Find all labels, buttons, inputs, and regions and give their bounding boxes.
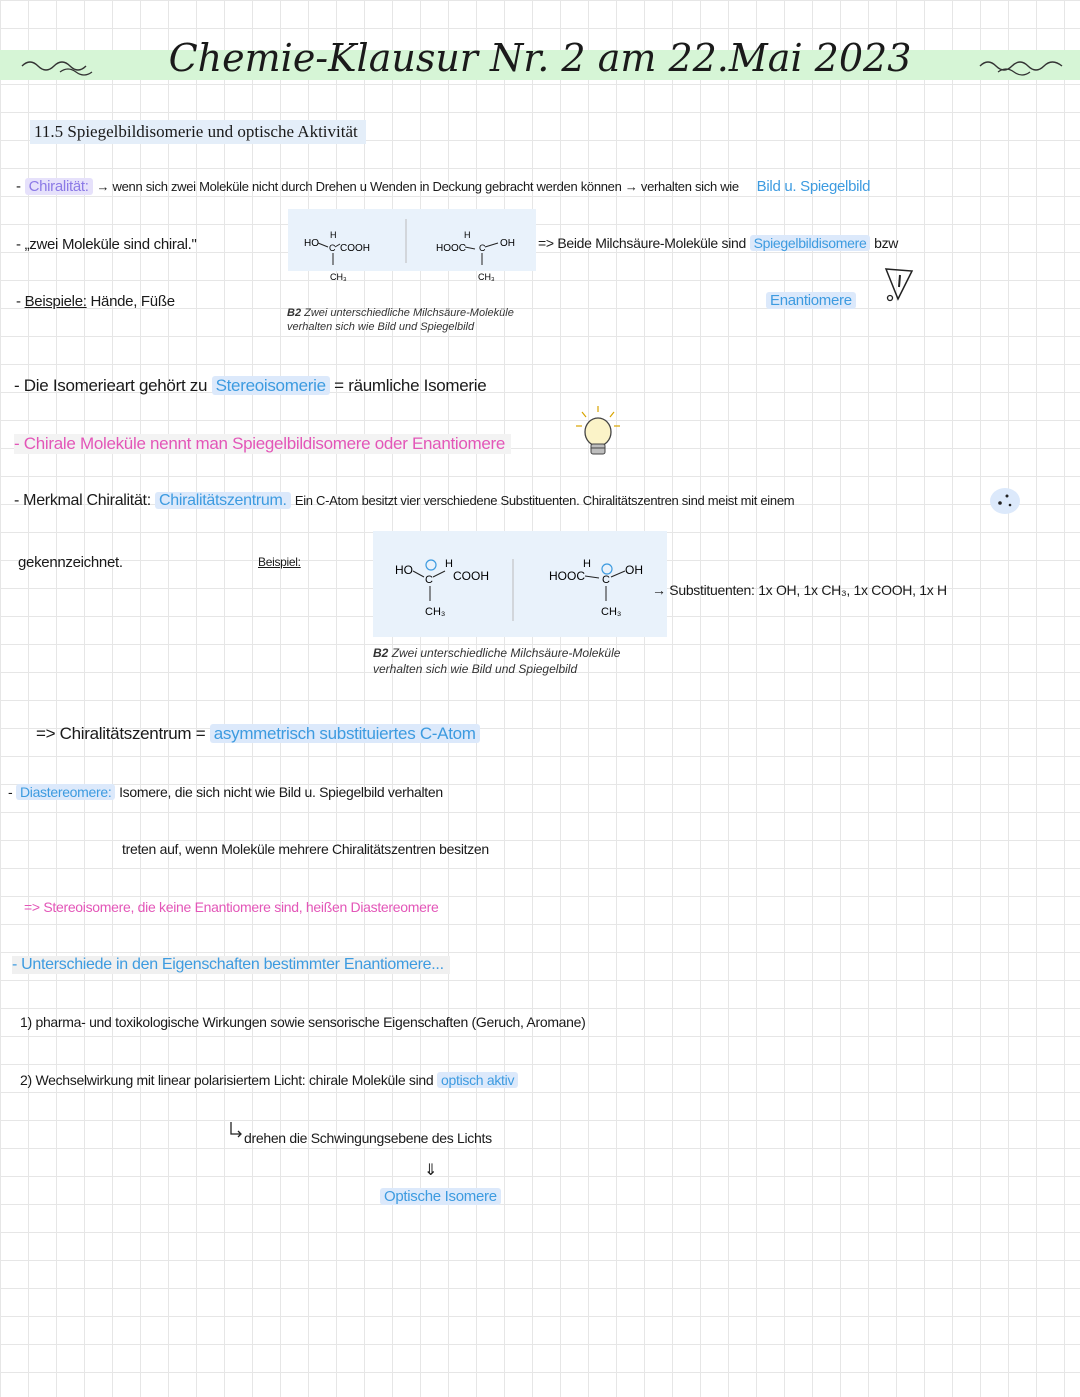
point2-line: [20, 1072, 518, 1088]
fig1-right-bond-1: [465, 247, 475, 249]
stereoisomere-note: => Stereoisomere, die keine Enantiomere sind, heißen Diastereomere: [24, 899, 439, 915]
figure2-caption: [373, 645, 663, 677]
substituenten-line: → Substituenten: 1x OH, 1x CH₃, 1x COOH, 1x H: [652, 582, 947, 598]
fig1-right-h: H: [464, 230, 471, 240]
figure1-panel: [288, 209, 536, 282]
fig1-right-c: C: [479, 243, 486, 253]
fig1-right-hooc: HOOC: [436, 243, 466, 254]
figure2-panel: [373, 531, 667, 637]
milchsaeure-note-highlight: Spiegelbildisomere: [750, 235, 871, 251]
fig1-left-bond-1: [318, 243, 328, 247]
figure1-caption-label: B2: [287, 307, 302, 319]
chiralitaet-highlight: Bild u. Spiegelbild: [756, 178, 871, 195]
figure1-molecules: [288, 209, 536, 282]
unterschiede-line: - Unterschiede in den Eigenschaften bestimmter Enantiomere...: [12, 956, 450, 974]
milchsaeure-note-suffix: bzw: [874, 235, 899, 251]
hook-arrow-icon: [228, 1120, 244, 1142]
fig1-left-ho: HO: [304, 238, 319, 249]
fig2-right-oh: OH: [625, 563, 643, 577]
point2-highlight: optisch aktiv: [437, 1072, 518, 1088]
fig1-left-ch3: CH₃: [330, 272, 347, 282]
milchsaeure-note: [538, 235, 898, 251]
figure1-caption-text: Zwei unterschiedliche Milchsäure-Moleküle verhalten sich wie Bild und Spiegelbild: [287, 307, 514, 333]
fig2-left-ho: HO: [395, 563, 413, 577]
fig1-left-h: H: [330, 230, 337, 240]
beispiele-value: Hände, Füße: [90, 293, 175, 310]
section-heading: 11.5 Spiegelbildisomerie und optische Aktivität: [30, 120, 366, 144]
optische-isomere: Optische Isomere: [380, 1188, 501, 1205]
fig1-left-cooh: COOH: [340, 243, 370, 254]
chiralitaetszentrum-line: [36, 724, 480, 744]
point2-num: 2): [20, 1072, 32, 1088]
fig1-left-c: C: [329, 243, 336, 253]
beispiele-label: Beispiele:: [24, 293, 87, 310]
fig2-left-cooh: COOH: [453, 569, 489, 583]
isomerieart-line: [14, 376, 486, 396]
figure2-molecules: [373, 531, 667, 637]
warning-icon: [882, 265, 918, 305]
merkmal-text: Ein C-Atom besitzt vier verschiedene Substituenten. Chiralitätszentren sind meist mit einem: [294, 493, 795, 508]
point2-text: Wechselwirkung mit linear polarisiertem Licht: chirale Moleküle sind: [35, 1072, 434, 1088]
chiralitaet-line: - Chiralität: → wenn sich zwei Moleküle nicht durch Drehen u Wenden in Deckung gebracht werden können → verhalten sich wie Bild u. Spiegelbild: [16, 178, 871, 195]
merkmal-continued: gekennzeichnet.: [18, 554, 123, 571]
diastereomere-text: Isomere, die sich nicht wie Bild u. Spiegelbild verhalten: [119, 784, 443, 800]
chiralitaetszentrum-prefix: => Chiralitätszentrum =: [36, 724, 206, 743]
merkmal-line: [14, 492, 794, 510]
fig2-left-c: C: [425, 574, 433, 586]
fig2-right-chiral-mark: [602, 564, 612, 574]
isomerieart-highlight: Stereoisomerie: [212, 376, 330, 395]
enantiomere-note: Enantiomere: [766, 292, 856, 309]
chirale-molekuele-line: - Chirale Moleküle nennt man Spiegelbildisomere oder Enantiomere: [14, 434, 511, 454]
chiralitaet-definition: → wenn sich zwei Moleküle nicht durch Drehen u Wenden in Deckung gebracht werden können → verhalten sich wie: [96, 179, 739, 194]
fig2-left-chiral-mark: [426, 560, 436, 570]
milchsaeure-note-text: => Beide Milchsäure-Moleküle sind: [538, 235, 746, 251]
page-title: Chemie-Klausur Nr. 2 am 22.Mai 2023: [168, 36, 912, 80]
fig2-right-c: C: [602, 574, 610, 586]
asterisk-marker-icon: [988, 486, 1022, 516]
figure1-caption: [287, 306, 527, 334]
lightbulb-icon: [572, 404, 624, 462]
isomerieart-text: - Die Isomerieart gehört zu: [14, 376, 208, 395]
chiralitaet-term: Chiralität:: [25, 178, 93, 195]
point1-text: pharma- und toxikologische Wirkungen sowie sensorische Eigenschaften (Geruch, Aromane): [35, 1014, 586, 1030]
down-arrow: ⇓: [424, 1162, 438, 1179]
chiral-line: - „zwei Moleküle sind chiral.": [16, 236, 197, 253]
diastereomere-line2: treten auf, wenn Moleküle mehrere Chiralitätszentren besitzen: [122, 841, 489, 857]
merkmal-prefix: - Merkmal Chiralität:: [14, 492, 151, 509]
point1-line: [20, 1014, 586, 1030]
fig2-right-ch3: CH₃: [601, 606, 622, 618]
fig2-left-ch3: CH₃: [425, 606, 446, 618]
fig1-right-bond-2: [485, 243, 498, 247]
merkmal-beispiel: Beispiel:: [258, 555, 301, 569]
chiralitaetszentrum-highlight: asymmetrisch substituiertes C-Atom: [210, 724, 480, 743]
fig1-right-ch3: CH₃: [478, 272, 495, 282]
isomerieart-suffix: = räumliche Isomerie: [334, 376, 487, 395]
figure2-caption-text: Zwei unterschiedliche Milchsäure-Moleküle verhalten sich wie Bild und Spiegelbild: [373, 646, 621, 676]
chiral-line-text: „zwei Moleküle sind chiral.": [24, 236, 197, 253]
merkmal-highlight: Chiralitätszentrum.: [155, 492, 291, 509]
drehen-line: drehen die Schwingungsebene des Lichts: [244, 1130, 492, 1146]
fig2-right-h: H: [583, 558, 591, 570]
fig2-left-h: H: [445, 558, 453, 570]
fig1-right-oh: OH: [500, 238, 515, 249]
diastereomere-term: Diastereomere:: [16, 784, 116, 800]
point1-num: 1): [20, 1014, 32, 1030]
fig2-right-hooc: HOOC: [549, 569, 585, 583]
figure2-caption-label: B2: [373, 646, 389, 660]
diastereomere-line: - Diastereomere: Isomere, die sich nicht wie Bild u. Spiegelbild verhalten: [8, 784, 443, 800]
beispiele-line: - Beispiele: Hände, Füße: [16, 293, 175, 310]
